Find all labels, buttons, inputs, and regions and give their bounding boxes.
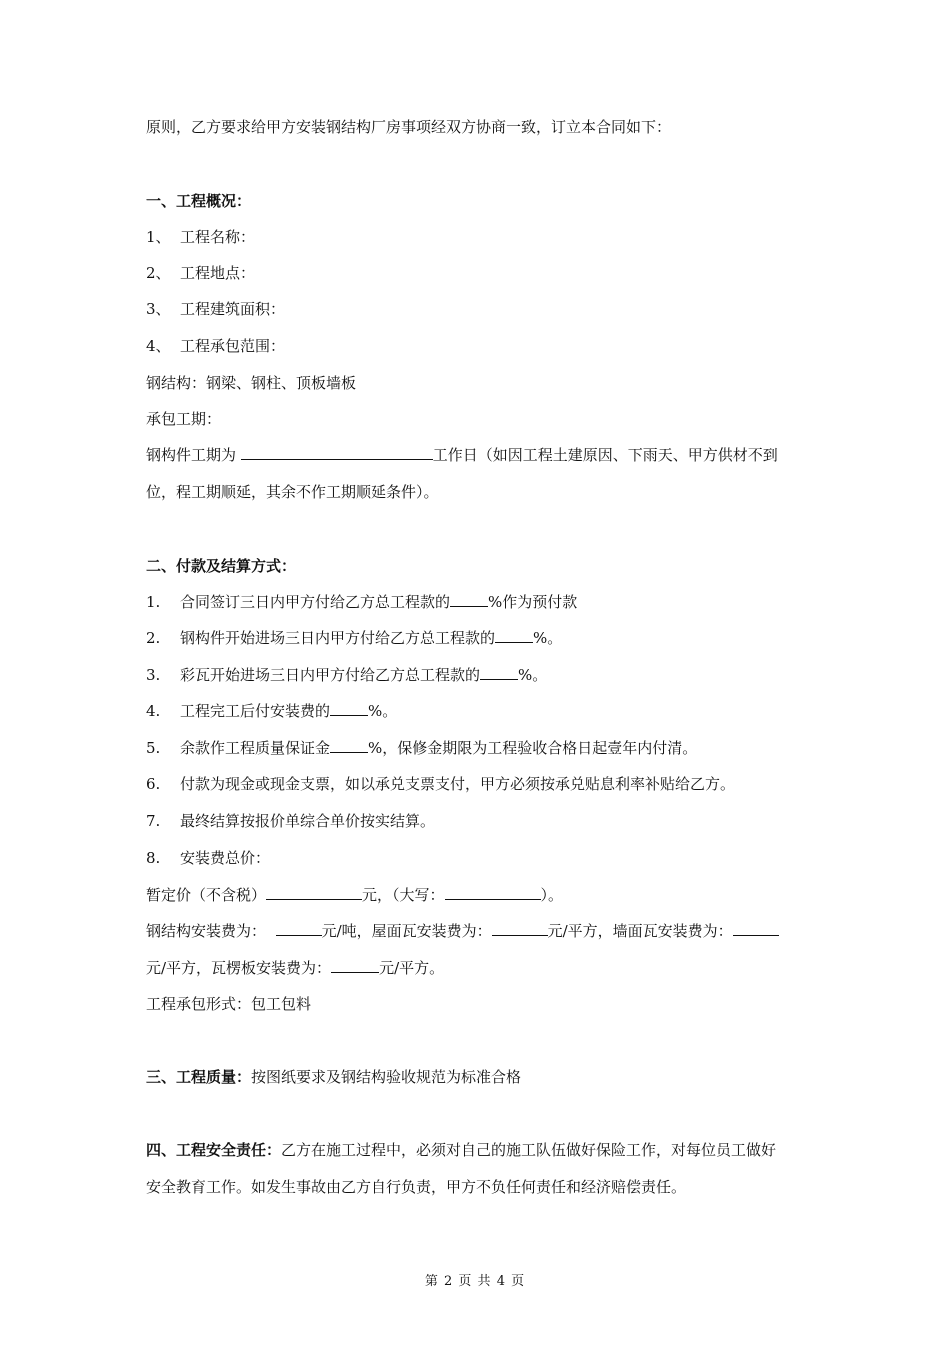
blank [733,920,779,936]
list-item: 7. 最终结算按报价单综合单价按实结算。 [146,812,436,830]
fee-line-continued: 元/平方，瓦楞板安装费为： 元/平方。 [146,959,445,977]
blank [480,664,518,680]
period-continuation: 位，程工期顺延，其余不作工期顺延条件）。 [146,483,439,501]
list-item: 4. 工程完工后付安装费的 %。 [146,702,398,720]
section4: 四、工程安全责任：乙方在施工过程中，必须对自己的施工队伍做好保险工作，对每位员工做好 [146,1141,777,1159]
period-blank [241,444,433,460]
blank [331,957,379,973]
list-item: 2、 工程地点： [146,264,256,282]
blank [276,920,322,936]
section2-heading: 二、付款及结算方式： [146,557,297,575]
contract-form: 工程承包形式：包工包料 [146,995,312,1013]
list-item: 2. 钢构件开始进场三日内甲方付给乙方总工程款的 %。 [146,629,563,647]
list-item: 8. 安装费总价： [146,849,271,867]
list-item: 5. 余款作工程质量保证金 %，保修金期限为工程验收合格日起壹年内付清。 [146,739,698,757]
blank [495,627,533,643]
blank [492,920,548,936]
fee-line: 钢结构安装费为： 元/吨，屋面瓦安装费为： 元/平方，墙面瓦安装费为： [146,920,808,942]
section1-heading: 一、工程概况： [146,192,252,210]
list-item: 3. 彩瓦开始进场三日内甲方付给乙方总工程款的 %。 [146,666,548,684]
period-label: 承包工期： [146,410,222,428]
blank [330,737,368,753]
section4-continuation: 安全教育工作。如发生事故由乙方自行负责，甲方不负任何责任和经济赔偿责任。 [146,1178,687,1196]
blank [266,884,362,900]
section3: 三、工程质量：按图纸要求及钢结构验收规范为标准合格 [146,1068,522,1086]
list-item: 6. 付款为现金或现金支票，如以承兑支票支付，甲方必须按承兑贴息利率补贴给乙方。 [146,775,736,793]
blank [445,884,541,900]
page-footer: 第 2 页 共 4 页 [424,1274,526,1289]
list-item: 1. 合同签订三日内甲方付给乙方总工程款的 %作为预付款 [146,593,578,611]
list-item: 3、 工程建筑面积： [146,300,286,318]
period-line: 钢构件工期为 工作日（如因工程土建原因、下雨天、甲方供材不到 [146,446,778,464]
steel-scope: 钢结构：钢梁、钢柱、顶板墙板 [146,374,357,392]
list-item: 1、 工程名称： [146,228,256,246]
intro-paragraph: 原则，乙方要求给甲方安装钢结构厂房事项经双方协商一致，订立本合同如下： [146,118,672,136]
blank [450,591,488,607]
list-item: 4、 工程承包范围： [146,337,286,355]
blank [330,700,368,716]
price-line: 暂定价（不含税） 元，（大写： ）。 [146,886,564,904]
